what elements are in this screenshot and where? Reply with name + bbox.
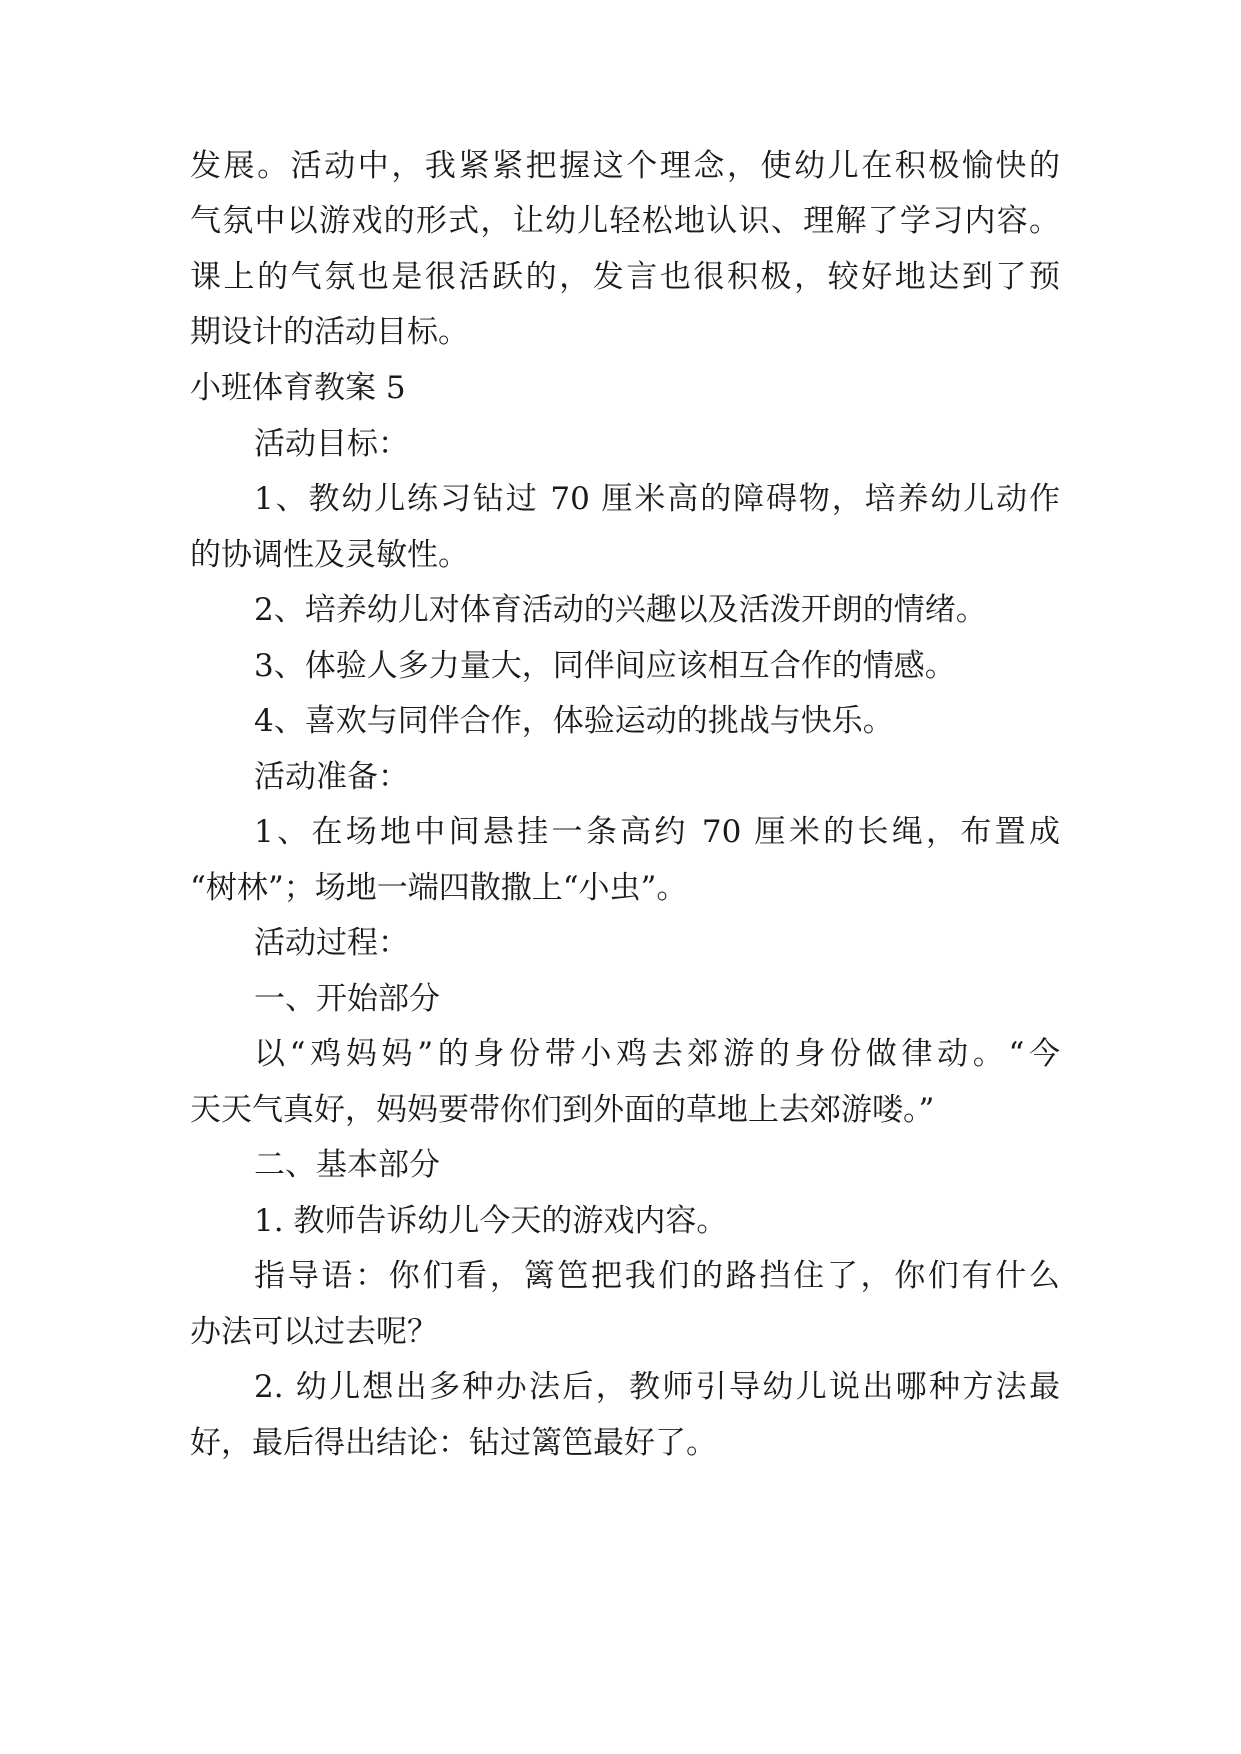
paragraph-line: 办法可以过去呢？: [190, 1314, 438, 1350]
paragraph-line: 气氛中以游戏的形式，让幼儿轻松地认识、理解了学习内容。: [190, 203, 1060, 239]
section-heading: 小班体育教案 5: [190, 370, 406, 406]
subheading-process: 活动过程：: [254, 925, 409, 961]
paragraph-line: 好，最后得出结论：钻过篱笆最好了。: [190, 1425, 717, 1461]
paragraph-line: 的协调性及灵敏性。: [190, 537, 469, 573]
paragraph-line: 期设计的活动目标。: [190, 314, 469, 350]
subheading-objectives: 活动目标：: [254, 426, 409, 462]
paragraph-line: 以“鸡妈妈”的身份带小鸡去郊游的身份做律动。“今: [254, 1036, 1060, 1072]
paragraph-line: 发展。活动中，我紧紧把握这个理念，使幼儿在积极愉快的: [190, 148, 1060, 184]
subheading-part-one: 一、开始部分: [254, 981, 440, 1017]
paragraph-line: 指导语：你们看，篱笆把我们的路挡住了，你们有什么: [254, 1258, 1060, 1294]
paragraph-line: “树林”；场地一端四散撒上“小虫”。: [190, 870, 688, 906]
list-item: 1. 教师告诉幼儿今天的游戏内容。: [254, 1203, 728, 1239]
subheading-part-two: 二、基本部分: [254, 1147, 440, 1183]
list-item: 3、体验人多力量大，同伴间应该相互合作的情感。: [254, 648, 956, 684]
list-item: 1、教幼儿练习钻过 70 厘米高的障碍物，培养幼儿动作: [254, 481, 1060, 517]
paragraph-line: 天天气真好，妈妈要带你们到外面的草地上去郊游喽。”: [190, 1092, 935, 1128]
list-item: 2、培养幼儿对体育活动的兴趣以及活泼开朗的情绪。: [254, 592, 987, 628]
list-item: 2. 幼儿想出多种办法后，教师引导幼儿说出哪种方法最: [254, 1369, 1060, 1405]
subheading-preparation: 活动准备：: [254, 759, 409, 795]
paragraph-line: 课上的气氛也是很活跃的，发言也很积极，较好地达到了预: [190, 259, 1060, 295]
list-item: 1、在场地中间悬挂一条高约 70 厘米的长绳，布置成: [254, 814, 1060, 850]
list-item: 4、喜欢与同伴合作，体验运动的挑战与快乐。: [254, 703, 894, 739]
